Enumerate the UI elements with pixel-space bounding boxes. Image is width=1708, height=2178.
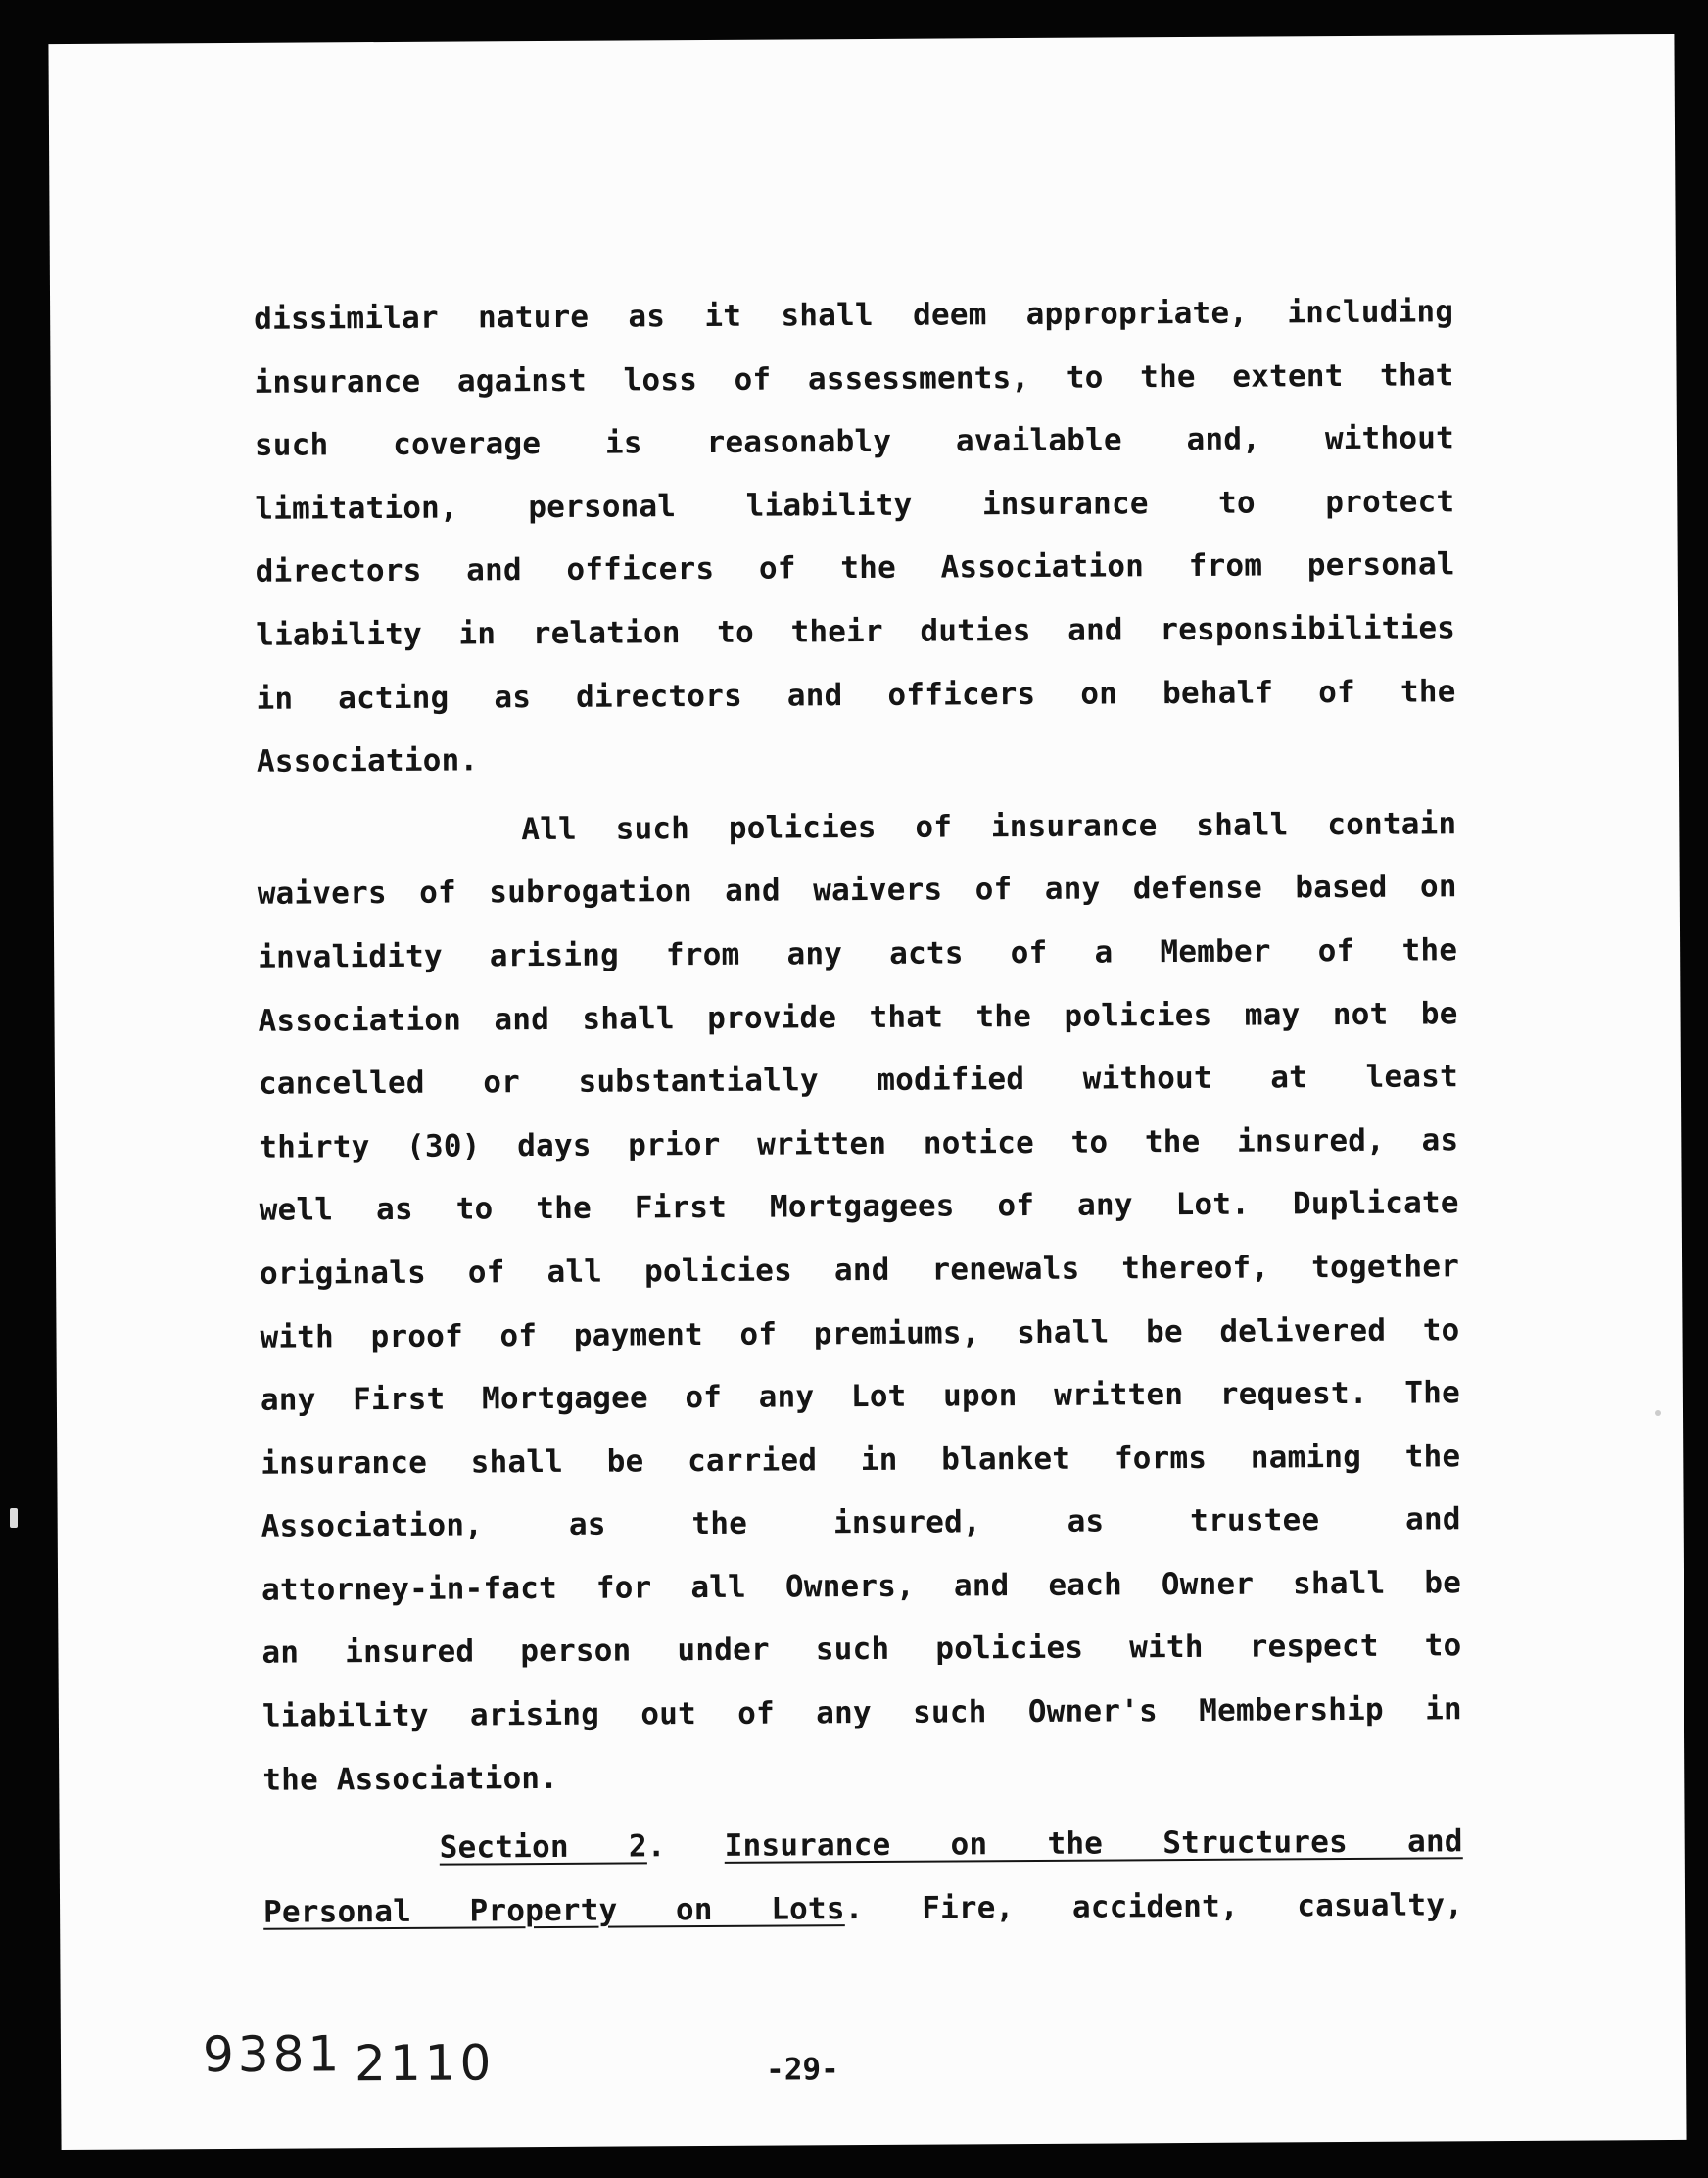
text-line: cancelled or substantially modified without at least — [258, 1059, 1459, 1102]
text-line: in acting as directors and officers on behalf of the — [256, 673, 1456, 717]
text-line: liability in relation to their duties and responsibilities — [256, 610, 1456, 653]
document-body — [254, 280, 1463, 1944]
text-line: insurance shall be carried in blanket forms naming the — [261, 1438, 1461, 1482]
text-line: limitation, personal liability insurance to protect — [255, 484, 1455, 527]
text-line: an insured person under such policies with respect to — [261, 1628, 1462, 1672]
section-label: Section 2 — [439, 1828, 647, 1866]
footer-number-left: 9381 — [202, 2025, 344, 2084]
text-line: the Association. — [262, 1760, 559, 1798]
section-body-text: Fire, accident, casualty, — [922, 1887, 1464, 1926]
section-heading-continued: Personal Property on Lots — [262, 1891, 845, 1930]
text-line: All such policies of insurance shall contain — [521, 806, 1457, 847]
section-text-line — [263, 1873, 1463, 1944]
footer-number-right: 2110 — [354, 2034, 496, 2093]
text-line: with proof of payment of premiums, shall be delivered to — [260, 1311, 1460, 1355]
section-heading-period: . — [844, 1890, 864, 1927]
section-heading-line — [263, 1811, 1463, 1881]
text-line: waivers of subrogation and waivers of any defense based on — [257, 869, 1457, 913]
text-line: dissimilar nature as it shall deem appropriate, including — [254, 294, 1454, 337]
scan-artifact — [1655, 1410, 1661, 1416]
section-heading: Insurance on the Structures and — [724, 1823, 1463, 1865]
text-line: such coverage is reasonably available and, without — [254, 420, 1455, 463]
text-line: directors and officers of the Association from personal — [255, 546, 1455, 591]
text-line: originals of all policies and renewals thereof, together — [260, 1249, 1460, 1292]
text-line: liability arising out of any such Owner's Membership in — [261, 1691, 1462, 1734]
document-page — [48, 34, 1686, 2150]
paragraph-2 — [257, 792, 1462, 1812]
text-line: attorney-in-fact for all Owners, and each Owner shall be — [261, 1565, 1462, 1608]
paragraph-1 — [254, 280, 1456, 793]
text-line: any First Mortgagee of any Lot upon written request. The — [260, 1375, 1460, 1418]
text-line: well as to the First Mortgagees of any Lot. Duplicate — [259, 1185, 1459, 1229]
text-line: invalidity arising from any acts of a Member of the — [258, 932, 1458, 975]
section-label-period: . — [646, 1828, 666, 1865]
text-line: Association, as the insured, as trustee and — [261, 1501, 1461, 1545]
page-number: -29- — [765, 2052, 839, 2088]
text-line: thirty (30) days prior written notice to the insured, as — [259, 1122, 1459, 1165]
scan-artifact — [10, 1508, 18, 1528]
text-line: Association. — [256, 742, 479, 780]
text-line: Association and shall provide that the policies may not be — [258, 995, 1458, 1039]
text-line: insurance against loss of assessments, to the extent that — [254, 356, 1454, 401]
section-2 — [263, 1811, 1464, 1945]
